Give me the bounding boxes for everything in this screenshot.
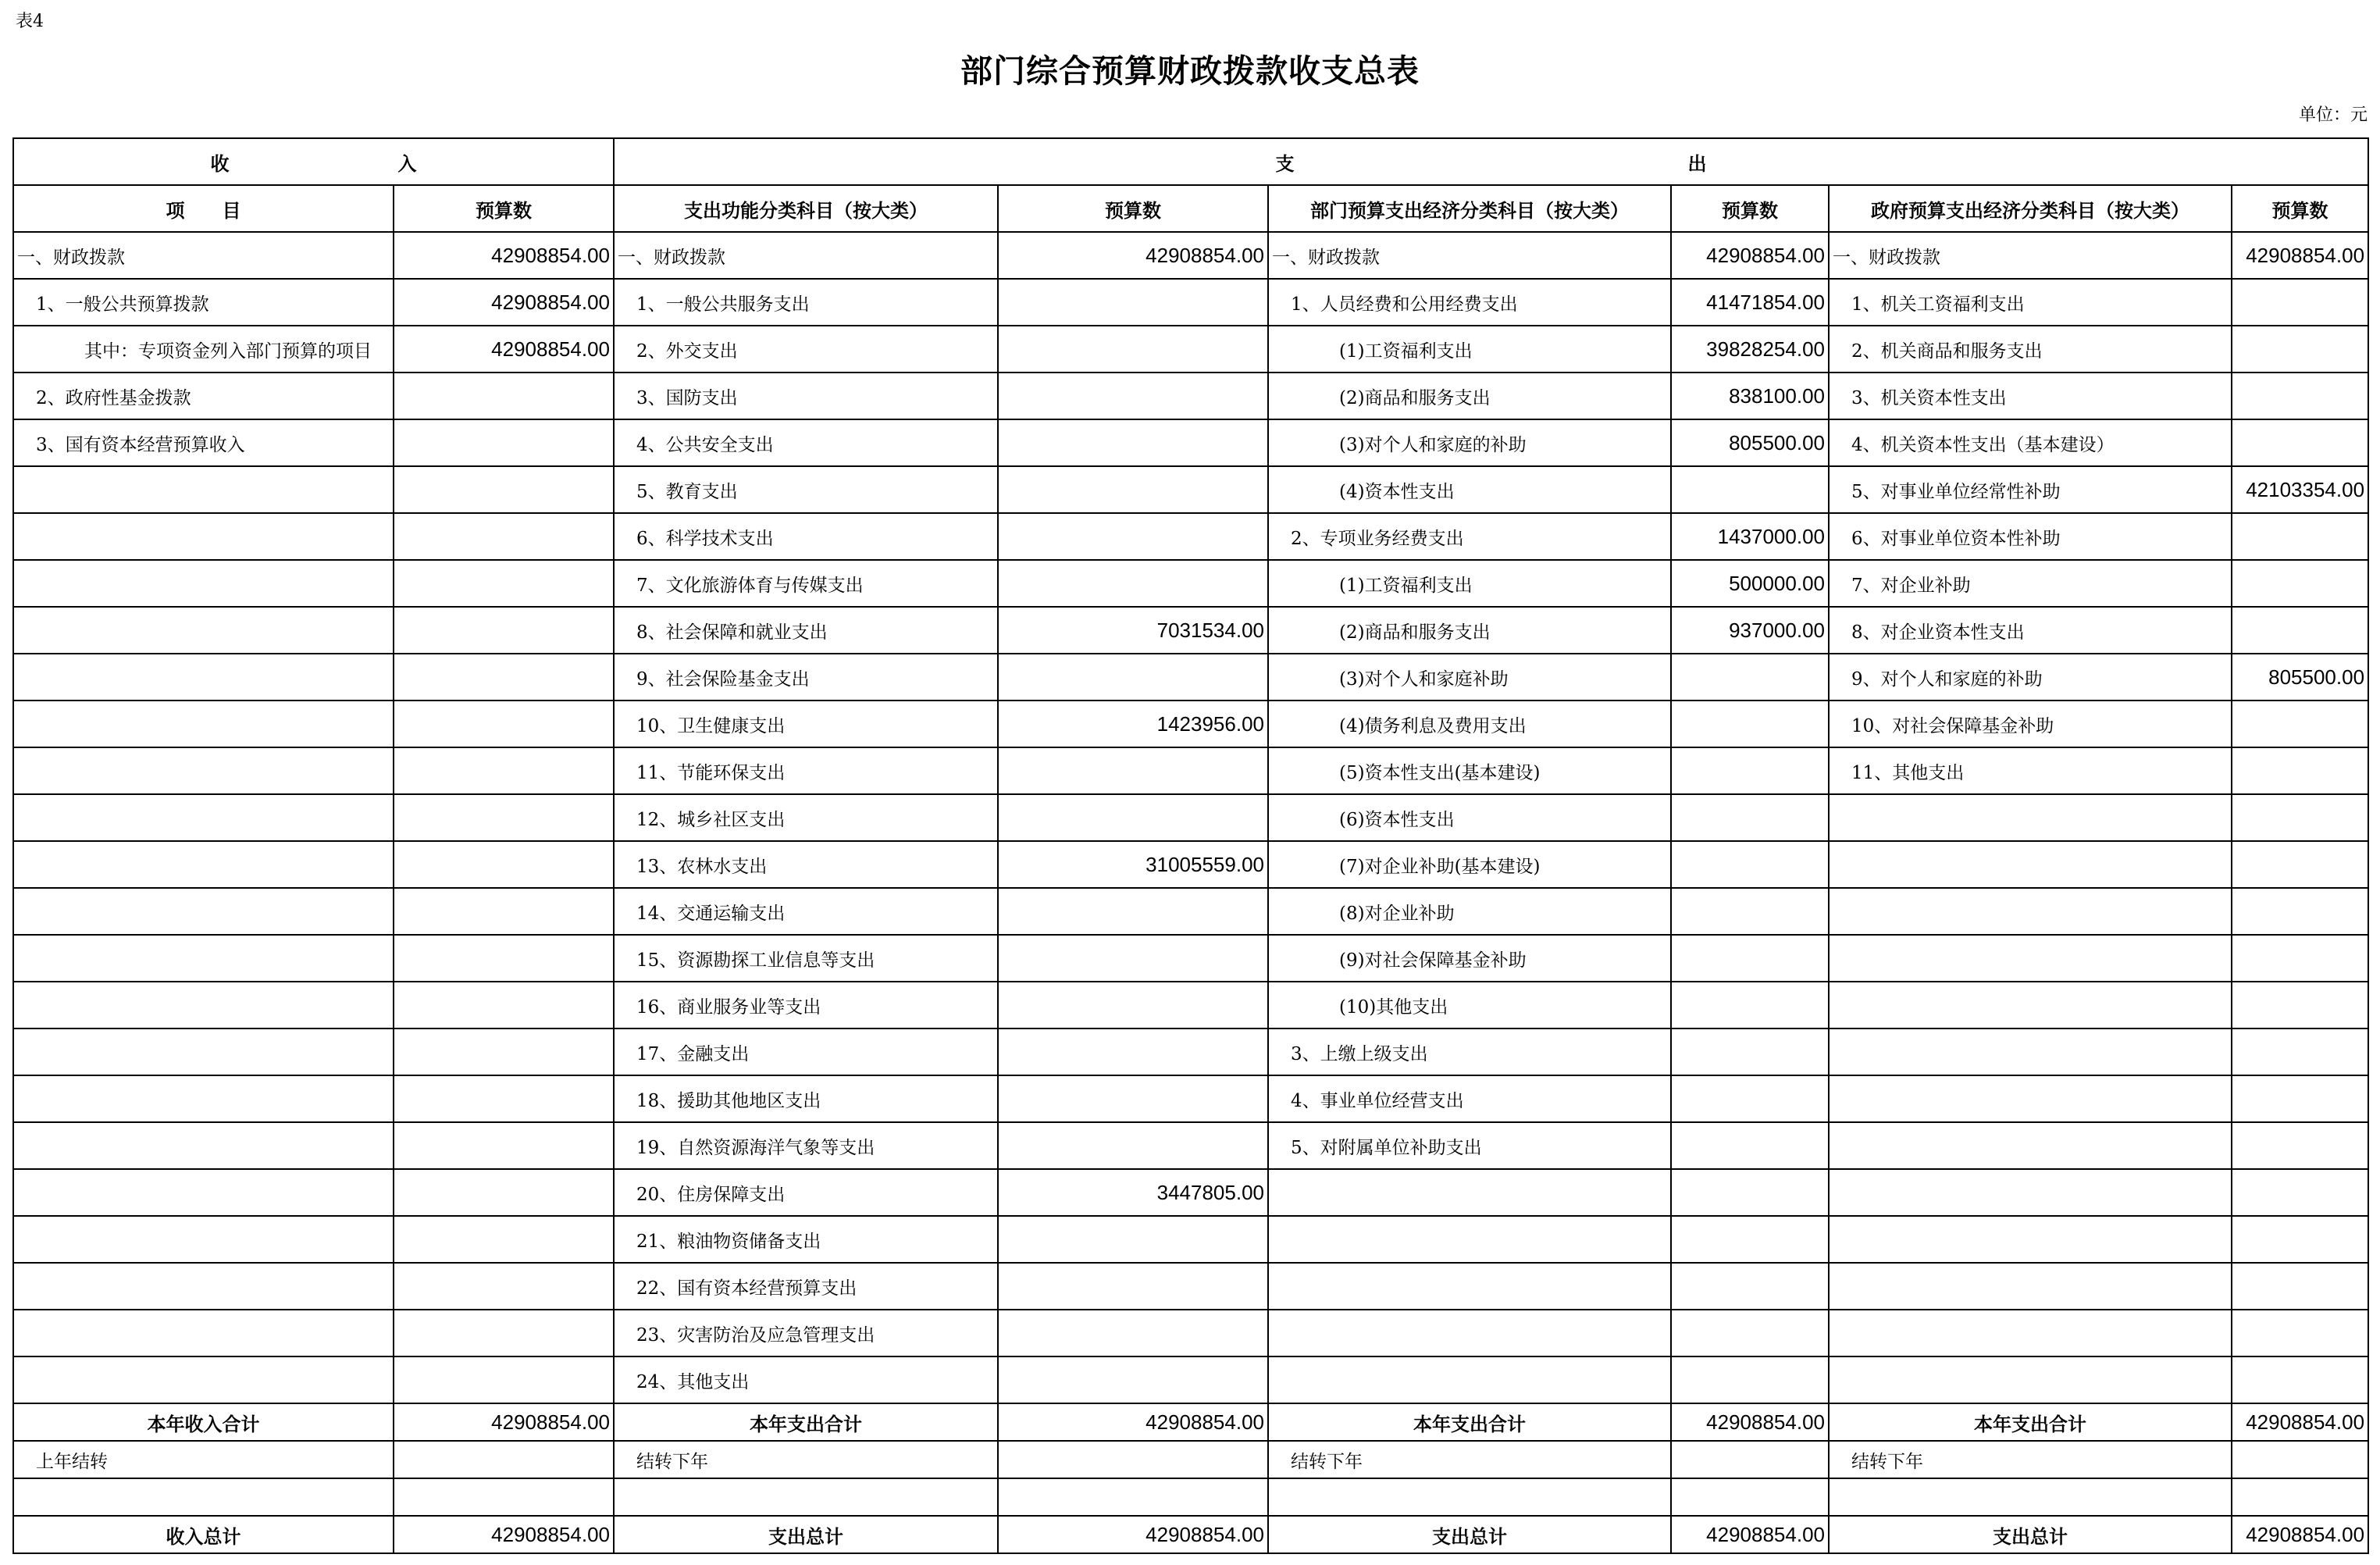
income-item-cell: 本年收入合计 bbox=[13, 1403, 394, 1441]
function-budget-cell bbox=[998, 654, 1268, 701]
table-row bbox=[13, 373, 2368, 419]
income-budget-cell bbox=[394, 982, 614, 1028]
gov-econ-budget-cell bbox=[2232, 747, 2368, 794]
dept-econ-item-cell: (10)其他支出 bbox=[1268, 982, 1671, 1028]
function-budget-cell bbox=[998, 419, 1268, 466]
dept-econ-budget-cell bbox=[1671, 935, 1829, 982]
dept-econ-budget-cell bbox=[1671, 888, 1829, 935]
function-item-cell: 9、社会保险基金支出 bbox=[614, 654, 998, 701]
income-item-cell bbox=[13, 466, 394, 513]
income-item-cell: 一、财政拨款 bbox=[13, 232, 394, 279]
column-header-row bbox=[13, 185, 2368, 232]
function-budget-cell bbox=[998, 1075, 1268, 1122]
income-header: 收 入 bbox=[13, 138, 614, 185]
income-item-cell bbox=[13, 654, 394, 701]
gov-econ-item-cell: 5、对事业单位经常性补助 bbox=[1829, 466, 2232, 513]
income-item-cell bbox=[13, 982, 394, 1028]
dept-econ-budget-cell bbox=[1671, 1169, 1829, 1216]
dept-econ-budget-cell bbox=[1671, 1028, 1829, 1075]
income-item-cell: 收入总计 bbox=[13, 1516, 394, 1553]
gov-econ-budget-cell bbox=[2232, 1216, 2368, 1263]
income-item-cell: 上年结转 bbox=[13, 1441, 394, 1478]
income-item-cell bbox=[13, 794, 394, 841]
dept-econ-item-cell: (3)对个人和家庭补助 bbox=[1268, 654, 1671, 701]
function-item-cell: 14、交通运输支出 bbox=[614, 888, 998, 935]
function-item-cell: 23、灾害防治及应急管理支出 bbox=[614, 1310, 998, 1356]
function-item-cell: 17、金融支出 bbox=[614, 1028, 998, 1075]
income-budget-cell bbox=[394, 1441, 614, 1478]
dept-econ-item-cell: (3)对个人和家庭的补助 bbox=[1268, 419, 1671, 466]
income-budget-cell bbox=[394, 1263, 614, 1310]
function-budget-cell: 31005559.00 bbox=[998, 841, 1268, 888]
table-row bbox=[13, 1075, 2368, 1122]
income-budget-cell bbox=[394, 1028, 614, 1075]
dept-econ-item-cell bbox=[1268, 1169, 1671, 1216]
col-header-budget: 预算数 bbox=[998, 185, 1268, 232]
function-item-cell: 1、一般公共服务支出 bbox=[614, 279, 998, 326]
income-budget-cell bbox=[394, 560, 614, 607]
function-budget-cell bbox=[998, 1263, 1268, 1310]
function-item-cell: 18、援助其他地区支出 bbox=[614, 1075, 998, 1122]
function-item-cell: 一、财政拨款 bbox=[614, 232, 998, 279]
gov-econ-budget-cell bbox=[2232, 607, 2368, 654]
income-item-cell bbox=[13, 1478, 394, 1516]
function-budget-cell bbox=[998, 982, 1268, 1028]
dept-econ-item-cell: (2)商品和服务支出 bbox=[1268, 607, 1671, 654]
function-budget-cell bbox=[998, 373, 1268, 419]
income-budget-cell bbox=[394, 794, 614, 841]
income-item-cell: 2、政府性基金拨款 bbox=[13, 373, 394, 419]
section-header-row bbox=[13, 138, 2368, 185]
gov-econ-item-cell bbox=[1829, 1122, 2232, 1169]
income-budget-cell bbox=[394, 1310, 614, 1356]
function-item-cell: 11、节能环保支出 bbox=[614, 747, 998, 794]
col-header-dept-economic: 部门预算支出经济分类科目（按大类） bbox=[1268, 185, 1671, 232]
function-item-cell bbox=[614, 1478, 998, 1516]
table-number: 表4 bbox=[16, 12, 44, 31]
dept-econ-item-cell: 4、事业单位经营支出 bbox=[1268, 1075, 1671, 1122]
dept-econ-item-cell: (9)对社会保障基金补助 bbox=[1268, 935, 1671, 982]
table-row bbox=[13, 466, 2368, 513]
gov-econ-item-cell bbox=[1829, 1028, 2232, 1075]
income-budget-cell bbox=[394, 701, 614, 747]
income-budget-cell bbox=[394, 373, 614, 419]
income-item-cell bbox=[13, 935, 394, 982]
table-row bbox=[13, 701, 2368, 747]
dept-econ-item-cell: (1)工资福利支出 bbox=[1268, 560, 1671, 607]
function-budget-cell: 3447805.00 bbox=[998, 1169, 1268, 1216]
function-budget-cell: 7031534.00 bbox=[998, 607, 1268, 654]
gov-econ-budget-cell bbox=[2232, 935, 2368, 982]
blank-row bbox=[13, 1478, 2368, 1516]
function-budget-cell bbox=[998, 1216, 1268, 1263]
gov-econ-budget-cell bbox=[2232, 1478, 2368, 1516]
income-budget-cell bbox=[394, 513, 614, 560]
dept-econ-item-cell: 3、上缴上级支出 bbox=[1268, 1028, 1671, 1075]
function-budget-cell bbox=[998, 326, 1268, 373]
gov-econ-budget-cell bbox=[2232, 1075, 2368, 1122]
table-row bbox=[13, 935, 2368, 982]
function-item-cell: 8、社会保障和就业支出 bbox=[614, 607, 998, 654]
dept-econ-budget-cell bbox=[1671, 654, 1829, 701]
col-header-gov-economic: 政府预算支出经济分类科目（按大类） bbox=[1829, 185, 2232, 232]
gov-econ-budget-cell bbox=[2232, 841, 2368, 888]
function-item-cell: 24、其他支出 bbox=[614, 1356, 998, 1403]
gov-econ-item-cell: 10、对社会保障基金补助 bbox=[1829, 701, 2232, 747]
gov-econ-item-cell: 本年支出合计 bbox=[1829, 1403, 2232, 1441]
function-item-cell: 21、粮油物资储备支出 bbox=[614, 1216, 998, 1263]
gov-econ-item-cell bbox=[1829, 935, 2232, 982]
dept-econ-budget-cell bbox=[1671, 1356, 1829, 1403]
dept-econ-item-cell: (2)商品和服务支出 bbox=[1268, 373, 1671, 419]
dept-econ-budget-cell: 805500.00 bbox=[1671, 419, 1829, 466]
income-item-cell bbox=[13, 1310, 394, 1356]
dept-econ-budget-cell bbox=[1671, 1075, 1829, 1122]
income-item-cell bbox=[13, 1075, 394, 1122]
table-row bbox=[13, 1216, 2368, 1263]
income-budget-cell bbox=[394, 935, 614, 982]
gov-econ-budget-cell bbox=[2232, 279, 2368, 326]
gov-econ-item-cell bbox=[1829, 841, 2232, 888]
gov-econ-item-cell bbox=[1829, 982, 2232, 1028]
function-item-cell: 13、农林水支出 bbox=[614, 841, 998, 888]
gov-econ-budget-cell bbox=[2232, 701, 2368, 747]
gov-econ-item-cell bbox=[1829, 1263, 2232, 1310]
table-row bbox=[13, 841, 2368, 888]
gov-econ-item-cell bbox=[1829, 888, 2232, 935]
gov-econ-item-cell: 2、机关商品和服务支出 bbox=[1829, 326, 2232, 373]
function-budget-cell bbox=[998, 513, 1268, 560]
dept-econ-budget-cell bbox=[1671, 701, 1829, 747]
table-row bbox=[13, 1310, 2368, 1356]
gov-econ-budget-cell bbox=[2232, 1310, 2368, 1356]
table-row bbox=[13, 794, 2368, 841]
gov-econ-budget-cell bbox=[2232, 326, 2368, 373]
dept-econ-item-cell: 5、对附属单位补助支出 bbox=[1268, 1122, 1671, 1169]
income-budget-cell: 42908854.00 bbox=[394, 326, 614, 373]
col-header-budget: 预算数 bbox=[2232, 185, 2368, 232]
dept-econ-budget-cell bbox=[1671, 1478, 1829, 1516]
income-item-cell bbox=[13, 1216, 394, 1263]
carry-over-row bbox=[13, 1441, 2368, 1478]
table-row bbox=[13, 326, 2368, 373]
income-item-cell bbox=[13, 1169, 394, 1216]
income-budget-cell bbox=[394, 466, 614, 513]
income-item-cell bbox=[13, 747, 394, 794]
income-budget-cell bbox=[394, 419, 614, 466]
dept-econ-item-cell: 一、财政拨款 bbox=[1268, 232, 1671, 279]
dept-econ-item-cell bbox=[1268, 1478, 1671, 1516]
income-budget-cell bbox=[394, 1075, 614, 1122]
col-header-budget: 预算数 bbox=[394, 185, 614, 232]
gov-econ-budget-cell: 805500.00 bbox=[2232, 654, 2368, 701]
gov-econ-budget-cell bbox=[2232, 373, 2368, 419]
income-item-cell bbox=[13, 888, 394, 935]
function-budget-cell: 42908854.00 bbox=[998, 232, 1268, 279]
gov-econ-item-cell bbox=[1829, 1169, 2232, 1216]
col-header-item: 项 目 bbox=[13, 185, 394, 232]
income-budget-cell bbox=[394, 654, 614, 701]
gov-econ-budget-cell bbox=[2232, 1263, 2368, 1310]
dept-econ-budget-cell: 42908854.00 bbox=[1671, 1516, 1829, 1553]
gov-econ-item-cell bbox=[1829, 794, 2232, 841]
function-budget-cell: 1423956.00 bbox=[998, 701, 1268, 747]
income-item-cell bbox=[13, 560, 394, 607]
income-budget-cell bbox=[394, 841, 614, 888]
table-row bbox=[13, 279, 2368, 326]
function-budget-cell bbox=[998, 1441, 1268, 1478]
function-item-cell: 22、国有资本经营预算支出 bbox=[614, 1263, 998, 1310]
dept-econ-budget-cell bbox=[1671, 794, 1829, 841]
income-budget-cell bbox=[394, 607, 614, 654]
income-budget-cell bbox=[394, 1169, 614, 1216]
income-item-cell bbox=[13, 513, 394, 560]
function-item-cell: 10、卫生健康支出 bbox=[614, 701, 998, 747]
function-item-cell: 15、资源勘探工业信息等支出 bbox=[614, 935, 998, 982]
gov-econ-item-cell: 1、机关工资福利支出 bbox=[1829, 279, 2232, 326]
gov-econ-budget-cell: 42908854.00 bbox=[2232, 232, 2368, 279]
gov-econ-item-cell bbox=[1829, 1310, 2232, 1356]
dept-econ-budget-cell: 1437000.00 bbox=[1671, 513, 1829, 560]
gov-econ-budget-cell: 42103354.00 bbox=[2232, 466, 2368, 513]
dept-econ-budget-cell: 838100.00 bbox=[1671, 373, 1829, 419]
gov-econ-budget-cell bbox=[2232, 560, 2368, 607]
budget-table bbox=[12, 137, 2369, 1554]
function-item-cell: 结转下年 bbox=[614, 1441, 998, 1478]
income-budget-cell bbox=[394, 1356, 614, 1403]
income-budget-cell: 42908854.00 bbox=[394, 1403, 614, 1441]
gov-econ-item-cell: 11、其他支出 bbox=[1829, 747, 2232, 794]
function-budget-cell bbox=[998, 1028, 1268, 1075]
table-row bbox=[13, 654, 2368, 701]
dept-econ-item-cell: (4)债务利息及费用支出 bbox=[1268, 701, 1671, 747]
function-budget-cell bbox=[998, 279, 1268, 326]
income-budget-cell bbox=[394, 747, 614, 794]
dept-econ-budget-cell bbox=[1671, 466, 1829, 513]
function-budget-cell bbox=[998, 935, 1268, 982]
gov-econ-item-cell: 9、对个人和家庭的补助 bbox=[1829, 654, 2232, 701]
gov-econ-budget-cell: 42908854.00 bbox=[2232, 1516, 2368, 1553]
income-item-cell: 1、一般公共预算拨款 bbox=[13, 279, 394, 326]
dept-econ-item-cell bbox=[1268, 1216, 1671, 1263]
dept-econ-budget-cell bbox=[1671, 1216, 1829, 1263]
gov-econ-budget-cell: 42908854.00 bbox=[2232, 1403, 2368, 1441]
table-row bbox=[13, 419, 2368, 466]
income-budget-cell: 42908854.00 bbox=[394, 232, 614, 279]
table-row bbox=[13, 888, 2368, 935]
col-header-function: 支出功能分类科目（按大类） bbox=[614, 185, 998, 232]
table-row bbox=[13, 513, 2368, 560]
gov-econ-item-cell: 支出总计 bbox=[1829, 1516, 2232, 1553]
gov-econ-budget-cell bbox=[2232, 888, 2368, 935]
dept-econ-item-cell: (5)资本性支出(基本建设) bbox=[1268, 747, 1671, 794]
dept-econ-budget-cell: 500000.00 bbox=[1671, 560, 1829, 607]
gov-econ-item-cell: 4、机关资本性支出（基本建设） bbox=[1829, 419, 2232, 466]
dept-econ-item-cell: (1)工资福利支出 bbox=[1268, 326, 1671, 373]
dept-econ-item-cell: 结转下年 bbox=[1268, 1441, 1671, 1478]
table-row bbox=[13, 982, 2368, 1028]
dept-econ-budget-cell bbox=[1671, 1441, 1829, 1478]
dept-econ-budget-cell: 937000.00 bbox=[1671, 607, 1829, 654]
dept-econ-budget-cell bbox=[1671, 1263, 1829, 1310]
income-item-cell: 3、国有资本经营预算收入 bbox=[13, 419, 394, 466]
dept-econ-item-cell: (8)对企业补助 bbox=[1268, 888, 1671, 935]
income-budget-cell bbox=[394, 1122, 614, 1169]
function-budget-cell bbox=[998, 560, 1268, 607]
dept-econ-budget-cell bbox=[1671, 747, 1829, 794]
page-title: 部门综合预算财政拨款收支总表 bbox=[960, 52, 1420, 90]
function-item-cell: 4、公共安全支出 bbox=[614, 419, 998, 466]
income-budget-cell: 42908854.00 bbox=[394, 279, 614, 326]
expense-header: 支 出 bbox=[614, 138, 2368, 185]
dept-econ-budget-cell: 42908854.00 bbox=[1671, 232, 1829, 279]
function-item-cell: 12、城乡社区支出 bbox=[614, 794, 998, 841]
function-item-cell: 3、国防支出 bbox=[614, 373, 998, 419]
gov-econ-item-cell bbox=[1829, 1075, 2232, 1122]
gov-econ-item-cell: 7、对企业补助 bbox=[1829, 560, 2232, 607]
gov-econ-budget-cell bbox=[2232, 419, 2368, 466]
gov-econ-item-cell bbox=[1829, 1478, 2232, 1516]
gov-econ-budget-cell bbox=[2232, 794, 2368, 841]
function-item-cell: 5、教育支出 bbox=[614, 466, 998, 513]
dept-econ-item-cell: (6)资本性支出 bbox=[1268, 794, 1671, 841]
function-item-cell: 16、商业服务业等支出 bbox=[614, 982, 998, 1028]
dept-econ-budget-cell bbox=[1671, 841, 1829, 888]
income-item-cell bbox=[13, 701, 394, 747]
year-total-row bbox=[13, 1403, 2368, 1441]
grand-total-row bbox=[13, 1516, 2368, 1553]
income-item-cell bbox=[13, 841, 394, 888]
table-row bbox=[13, 747, 2368, 794]
dept-econ-budget-cell bbox=[1671, 982, 1829, 1028]
dept-econ-item-cell: 支出总计 bbox=[1268, 1516, 1671, 1553]
gov-econ-item-cell: 8、对企业资本性支出 bbox=[1829, 607, 2232, 654]
gov-econ-budget-cell bbox=[2232, 513, 2368, 560]
table-row bbox=[13, 1122, 2368, 1169]
dept-econ-budget-cell bbox=[1671, 1122, 1829, 1169]
dept-econ-item-cell bbox=[1268, 1263, 1671, 1310]
gov-econ-item-cell: 结转下年 bbox=[1829, 1441, 2232, 1478]
dept-econ-item-cell: (7)对企业补助(基本建设) bbox=[1268, 841, 1671, 888]
income-item-cell bbox=[13, 607, 394, 654]
table-row bbox=[13, 232, 2368, 279]
gov-econ-budget-cell bbox=[2232, 1122, 2368, 1169]
gov-econ-item-cell: 3、机关资本性支出 bbox=[1829, 373, 2232, 419]
function-budget-cell: 42908854.00 bbox=[998, 1403, 1268, 1441]
dept-econ-item-cell: (4)资本性支出 bbox=[1268, 466, 1671, 513]
income-item-cell bbox=[13, 1356, 394, 1403]
function-item-cell: 支出总计 bbox=[614, 1516, 998, 1553]
income-budget-cell: 42908854.00 bbox=[394, 1516, 614, 1553]
table-row bbox=[13, 1028, 2368, 1075]
function-item-cell: 20、住房保障支出 bbox=[614, 1169, 998, 1216]
gov-econ-item-cell bbox=[1829, 1356, 2232, 1403]
dept-econ-budget-cell: 41471854.00 bbox=[1671, 279, 1829, 326]
table-row bbox=[13, 1356, 2368, 1403]
gov-econ-budget-cell bbox=[2232, 982, 2368, 1028]
income-budget-cell bbox=[394, 888, 614, 935]
income-budget-cell bbox=[394, 1216, 614, 1263]
function-item-cell: 7、文化旅游体育与传媒支出 bbox=[614, 560, 998, 607]
dept-econ-item-cell: 本年支出合计 bbox=[1268, 1403, 1671, 1441]
income-item-cell bbox=[13, 1263, 394, 1310]
function-item-cell: 19、自然资源海洋气象等支出 bbox=[614, 1122, 998, 1169]
table-row bbox=[13, 1263, 2368, 1310]
function-budget-cell bbox=[998, 1310, 1268, 1356]
gov-econ-budget-cell bbox=[2232, 1169, 2368, 1216]
col-header-budget: 预算数 bbox=[1671, 185, 1829, 232]
dept-econ-budget-cell bbox=[1671, 1310, 1829, 1356]
gov-econ-budget-cell bbox=[2232, 1356, 2368, 1403]
table-row bbox=[13, 1169, 2368, 1216]
dept-econ-item-cell bbox=[1268, 1310, 1671, 1356]
gov-econ-item-cell: 6、对事业单位资本性补助 bbox=[1829, 513, 2232, 560]
dept-econ-item-cell bbox=[1268, 1356, 1671, 1403]
dept-econ-budget-cell: 39828254.00 bbox=[1671, 326, 1829, 373]
income-item-cell: 其中：专项资金列入部门预算的项目 bbox=[13, 326, 394, 373]
table-row bbox=[13, 560, 2368, 607]
gov-econ-item-cell bbox=[1829, 1216, 2232, 1263]
gov-econ-budget-cell bbox=[2232, 1441, 2368, 1478]
function-item-cell: 2、外交支出 bbox=[614, 326, 998, 373]
table-row bbox=[13, 607, 2368, 654]
function-budget-cell bbox=[998, 1478, 1268, 1516]
income-budget-cell bbox=[394, 1478, 614, 1516]
function-item-cell: 6、科学技术支出 bbox=[614, 513, 998, 560]
function-budget-cell bbox=[998, 794, 1268, 841]
income-item-cell bbox=[13, 1122, 394, 1169]
dept-econ-item-cell: 2、专项业务经费支出 bbox=[1268, 513, 1671, 560]
function-item-cell: 本年支出合计 bbox=[614, 1403, 998, 1441]
gov-econ-budget-cell bbox=[2232, 1028, 2368, 1075]
function-budget-cell: 42908854.00 bbox=[998, 1516, 1268, 1553]
function-budget-cell bbox=[998, 888, 1268, 935]
function-budget-cell bbox=[998, 747, 1268, 794]
income-item-cell bbox=[13, 1028, 394, 1075]
gov-econ-item-cell: 一、财政拨款 bbox=[1829, 232, 2232, 279]
function-budget-cell bbox=[998, 466, 1268, 513]
function-budget-cell bbox=[998, 1356, 1268, 1403]
unit-label: 单位：元 bbox=[2298, 105, 2368, 125]
dept-econ-item-cell: 1、人员经费和公用经费支出 bbox=[1268, 279, 1671, 326]
dept-econ-budget-cell: 42908854.00 bbox=[1671, 1403, 1829, 1441]
function-budget-cell bbox=[998, 1122, 1268, 1169]
